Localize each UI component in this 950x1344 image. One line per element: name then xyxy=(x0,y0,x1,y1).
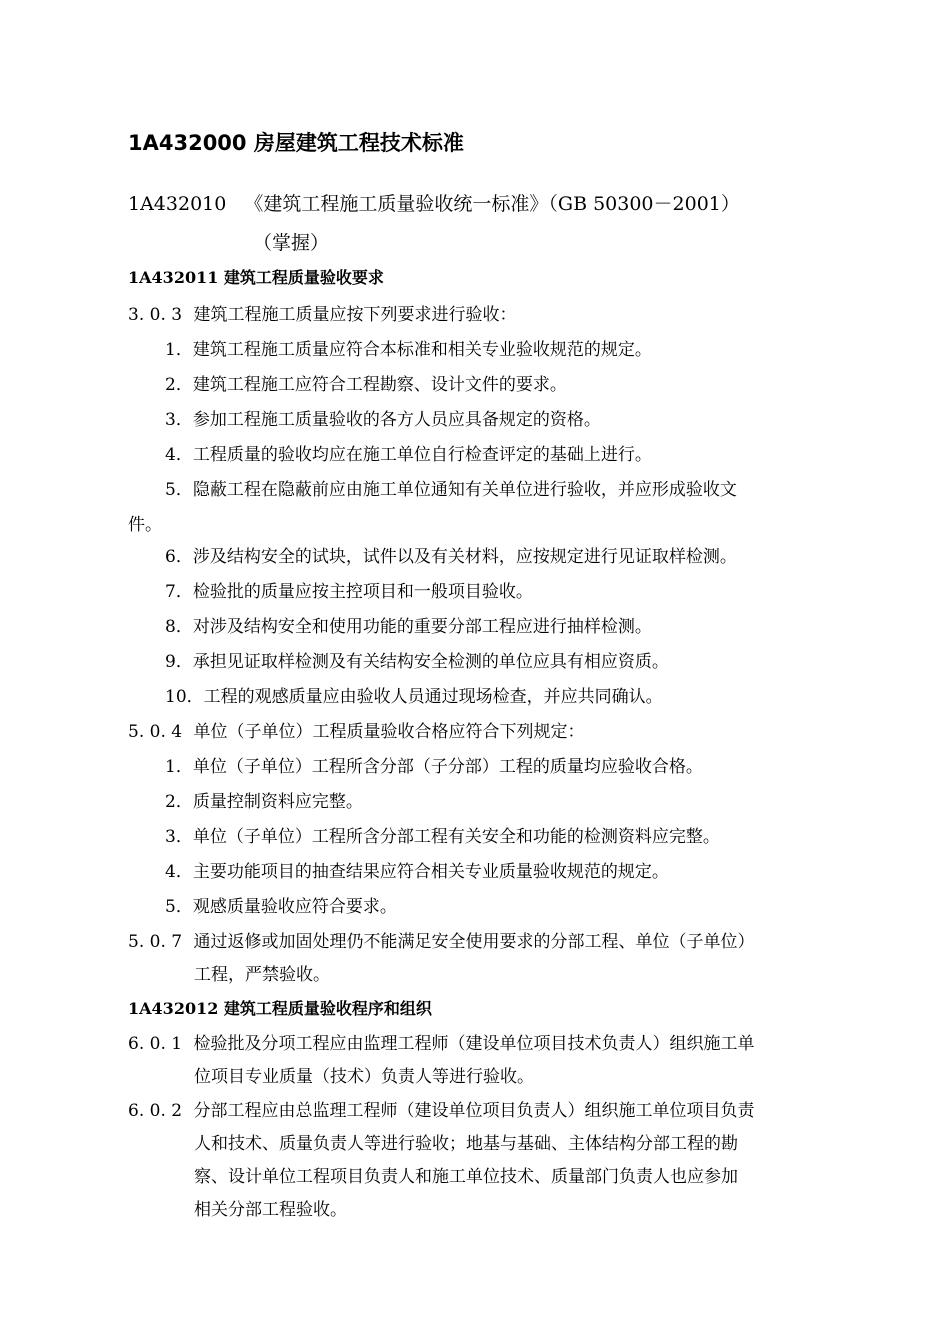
section-heading xyxy=(128,191,740,217)
clause-507 xyxy=(128,931,754,953)
list-item: 10．工程的观感质量应由验收人员通过现场检查，并应共同确认。 xyxy=(165,687,663,707)
clause-303 xyxy=(128,304,516,326)
clause-601 xyxy=(128,1033,754,1055)
list-item: 5．观感质量验收应符合要求。 xyxy=(165,897,397,917)
clause-text: 检验批及分项工程应由监理工程师（建设单位项目技术负责人）组织施工单 xyxy=(193,1034,755,1054)
section-title: 《建筑工程施工质量验收统一标准》（GB 50300－2001） xyxy=(244,193,740,215)
list-item: 2．建筑工程施工应符合工程勘察、设计文件的要求。 xyxy=(165,375,567,395)
list-item: 7．检验批的质量应按主控项目和一般项目验收。 xyxy=(165,582,533,602)
clause-text: 单位（子单位）工程质量验收合格应符合下列规定： xyxy=(193,722,585,742)
list-item: 6．涉及结构安全的试块，试件以及有关材料，应按规定进行见证取样检测。 xyxy=(165,547,737,567)
chapter-heading: 1A432000 房屋建筑工程技术标准 xyxy=(128,131,464,155)
list-item: 3．参加工程施工质量验收的各方人员应具备规定的资格。 xyxy=(165,410,601,430)
clause-text-continuation: 察、设计单位工程项目负责人和施工单位技术、质量部门负责人也应参加 xyxy=(194,1167,738,1187)
list-item: 3．单位（子单位）工程所含分部工程有关安全和功能的检测资料应完整。 xyxy=(165,827,720,847)
list-item: 4．工程质量的验收均应在施工单位自行检查评定的基础上进行。 xyxy=(165,445,652,465)
clause-602 xyxy=(128,1100,754,1122)
list-item: 5．隐蔽工程在隐蔽前应由施工单位通知有关单位进行验收，并应形成验收文 xyxy=(165,480,737,500)
clause-text: 分部工程应由总监理工程师（建设单位项目负责人）组织施工单位项目负责 xyxy=(193,1101,755,1121)
clause-text: 通过返修或加固处理仍不能满足安全使用要求的分部工程、单位（子单位） xyxy=(193,932,755,952)
list-item: 8．对涉及结构安全和使用功能的重要分部工程应进行抽样检测。 xyxy=(165,617,652,637)
clause-number: 6. 0. 1 xyxy=(128,1034,183,1054)
list-item-continuation: 件。 xyxy=(128,515,162,535)
list-item: 1．单位（子单位）工程所含分部（子分部）工程的质量均应验收合格。 xyxy=(165,757,703,777)
list-item: 9．承担见证取样检测及有关结构安全检测的单位应具有相应资质。 xyxy=(165,652,669,672)
subsection-title-1: 1A432011 建筑工程质量验收要求 xyxy=(128,268,384,287)
clause-text-continuation: 位项目专业质量（技术）负责人等进行验收。 xyxy=(194,1067,534,1087)
list-item: 4．主要功能项目的抽查结果应符合相关专业质量验收规范的规定。 xyxy=(165,862,669,882)
clause-number: 6. 0. 2 xyxy=(128,1101,183,1121)
list-item: 2．质量控制资料应完整。 xyxy=(165,792,363,812)
clause-number: 3. 0. 3 xyxy=(128,305,183,325)
clause-text-continuation: 工程，严禁验收。 xyxy=(194,965,330,985)
subsection-title-2: 1A432012 建筑工程质量验收程序和组织 xyxy=(128,999,432,1018)
clause-text-continuation: 人和技术、质量负责人等进行验收；地基与基础、主体结构分部工程的勘 xyxy=(194,1134,738,1154)
clause-number: 5. 0. 4 xyxy=(128,722,183,742)
section-level: （掌握） xyxy=(253,232,330,254)
section-code: 1A432010 xyxy=(128,193,227,215)
list-item: 1．建筑工程施工质量应符合本标准和相关专业验收规范的规定。 xyxy=(165,340,652,360)
clause-text: 建筑工程施工质量应按下列要求进行验收： xyxy=(193,305,517,325)
clause-504 xyxy=(128,721,584,743)
clause-text-continuation: 相关分部工程验收。 xyxy=(194,1200,347,1220)
clause-number: 5. 0. 7 xyxy=(128,932,183,952)
